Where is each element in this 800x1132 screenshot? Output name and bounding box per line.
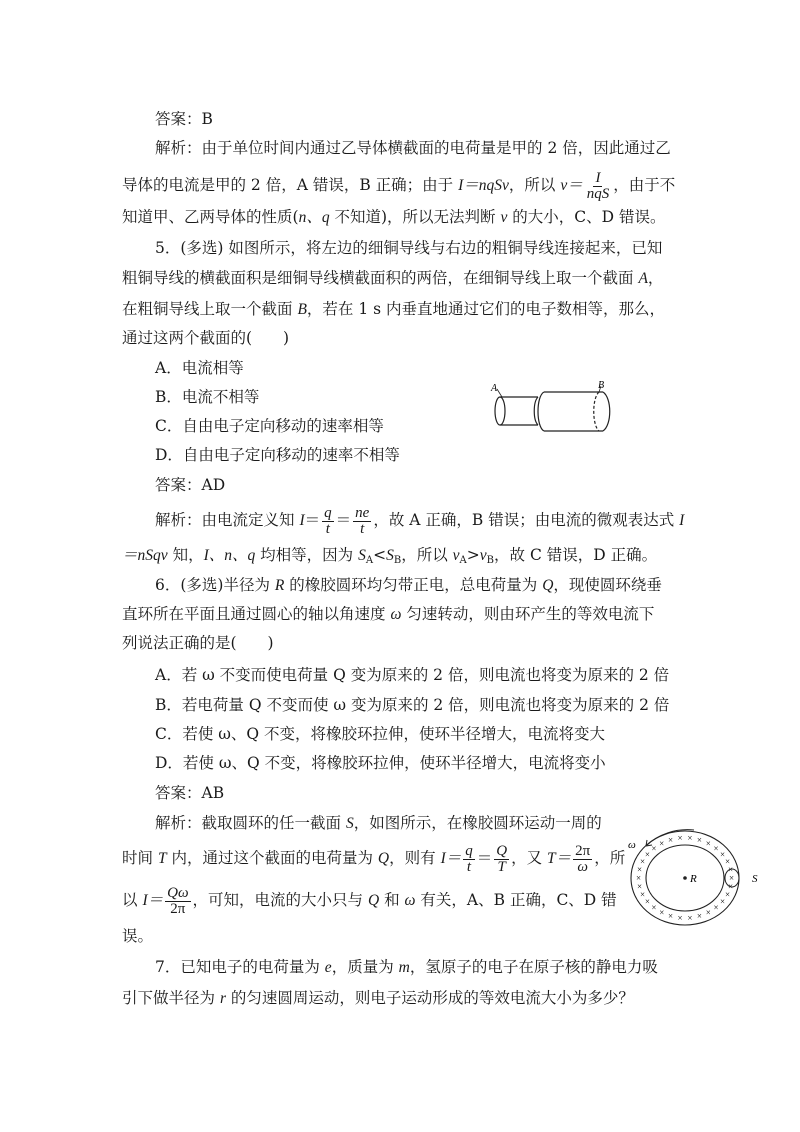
- wire-label-b: B: [598, 380, 605, 391]
- charge-mark: ×: [687, 833, 693, 844]
- q5-analysis-line2: ＝nSqv 知，I、n、q 均相等，因为 $S_A<S_B$，所以 $v_A>v_B$，故 C 错误，D 正确。: [122, 546, 658, 566]
- q6-option-d: D．若使 ω、Q 不变，将橡胶环拉伸，使环半径增大，电流将变小: [155, 754, 606, 772]
- charge-mark: ×: [644, 896, 650, 907]
- charge-mark: ×: [639, 889, 646, 900]
- charge-mark: ×: [705, 838, 711, 849]
- q6-stem-line3: 列说法正确的是( ): [122, 634, 274, 652]
- q5-analysis-line1: 解析：由电流定义知 I＝ $\frac{q}{t}$ ＝ $\frac{ne}{t}$ ，故 A 正确，B 错误；由电流的微观表达式 I: [155, 504, 685, 537]
- charge-mark: ×: [728, 873, 735, 883]
- q6-analysis-line4: 误。: [122, 927, 154, 945]
- q5-option-c: C．自由电子定向移动的速率相等: [155, 417, 384, 435]
- q5-stem-line1: 5．(多选) 如图所示，将左边的细铜导线与右边的粗铜导线连接起来，已知: [155, 239, 663, 257]
- q6-stem-line2: 直环所在平面且通过圆心的轴以角速度 ω 匀速转动，则由环产生的等效电流下: [122, 605, 655, 623]
- fraction-I-over-nqS: $\frac{I}{\text{nqS}}$: [586, 169, 610, 202]
- charge-mark: ×: [713, 843, 719, 854]
- charge-mark: ×: [636, 881, 643, 892]
- q6-option-b: B．若电荷量 Q 不变而使 ω 变为原来的 2 倍，则电流也将变为原来的 2 倍: [155, 696, 670, 714]
- charge-mark: ×: [639, 856, 646, 867]
- charge-mark: ×: [659, 907, 665, 918]
- charge-mark: ×: [696, 911, 702, 921]
- q4-answer: 答案：B: [155, 110, 213, 128]
- q6-option-a: A．若 ω 不变而使电荷量 Q 变为原来的 2 倍，则电流也将变为原来的 2 倍: [155, 666, 670, 684]
- q6-option-c: C．若使 ω、Q 不变，将橡胶环拉伸，使环半径增大，电流将变大: [155, 725, 606, 743]
- charge-mark: ×: [705, 907, 711, 918]
- q6-analysis-line1: 解析：截取圆环的任一截面 S，如图所示，在橡胶圆环运动一周的: [155, 814, 602, 832]
- wire-label-a: A: [491, 383, 498, 394]
- charge-mark: ×: [636, 864, 643, 875]
- q5-option-d: D．自由电子定向移动的速率不相等: [155, 446, 400, 464]
- q5-stem-line3: 在粗铜导线上取一个截面 B，若在 1 s 内垂直地通过它们的电子数相等，那么，: [122, 300, 666, 318]
- charge-mark: ×: [668, 911, 674, 921]
- charge-mark: ×: [659, 838, 665, 849]
- q5-option-a: A．电流相等: [155, 359, 244, 377]
- charge-mark: ×: [651, 902, 657, 913]
- omega-label: ω: [628, 839, 636, 851]
- charge-mark: ×: [727, 864, 734, 875]
- q5-stem-line4: 通过这两个截面的( ): [122, 329, 290, 347]
- charge-mark: ×: [668, 835, 674, 845]
- q4-analysis-line3: 知道甲、乙两导体的性质(n、q 不知道)，所以无法判断 v 的大小，C、D 错误。: [122, 208, 666, 226]
- q6-stem-line1: 6．(多选)半径为 R 的橡胶圆环均匀带正电，总电荷量为 Q，现使圆环绕垂: [155, 576, 662, 594]
- q7-stem-line2: 引下做半径为 r 的匀速圆周运动，则电子运动形成的等效电流大小为多少？: [122, 989, 634, 1007]
- charge-mark: ×: [720, 849, 726, 860]
- q4-analysis-line1: 解析：由于单位时间内通过乙导体横截面的电荷量是甲的 2 倍，因此通过乙: [155, 139, 671, 157]
- charge-mark: ×: [724, 856, 731, 867]
- q6-analysis-line2: 时间 T 内，通过这个截面的电荷量为 Q，则有 I＝ $\frac{q}{t}$ ＝ $\frac{Q}{T}$ ，又 T＝ $\frac{2\pi}{\omega}$ ，所: [122, 842, 626, 875]
- q5-stem-line2: 粗铜导线的横截面积是细铜导线横截面积的两倍，在细铜导线上取一个截面 A，: [122, 269, 664, 287]
- charge-mark: ×: [677, 912, 683, 923]
- ring-figure: [624, 826, 770, 930]
- charge-mark: ×: [696, 835, 702, 845]
- charge-mark: ×: [651, 843, 657, 854]
- charge-mark: ×: [687, 912, 693, 923]
- charge-mark: ×: [644, 849, 650, 860]
- section-label: S: [752, 873, 758, 885]
- q5-option-b: B．电流不相等: [155, 388, 260, 406]
- q4-analysis-line2: 导体的电流是甲的 2 倍，A 错误，B 正确；由于 I＝nqSv，所以 v＝ $\frac{I}{\text{nqS}}$ ，由于不: [122, 169, 676, 202]
- q6-answer: 答案：AB: [155, 784, 225, 802]
- charge-mark: ×: [720, 896, 726, 907]
- ring-center: [683, 876, 687, 880]
- radius-label: R: [690, 873, 697, 885]
- charge-mark: ×: [677, 833, 683, 844]
- q7-stem-line1: 7．已知电子的电荷量为 e，质量为 m，氢原子的电子在原子核的静电力吸: [155, 958, 658, 976]
- charge-mark: ×: [713, 902, 719, 913]
- wire-figure: [488, 380, 618, 438]
- charge-mark: ×: [635, 873, 642, 883]
- q5-answer: 答案：AD: [155, 476, 226, 494]
- charge-mark: ×: [724, 889, 731, 900]
- q6-analysis-line3: 以 I＝ $\frac{Q\omega}{2\pi}$ ，可知，电流的大小只与 Q 和 ω 有关，A、B 正确，C、D 错: [122, 884, 617, 917]
- charge-mark: ×: [727, 881, 734, 892]
